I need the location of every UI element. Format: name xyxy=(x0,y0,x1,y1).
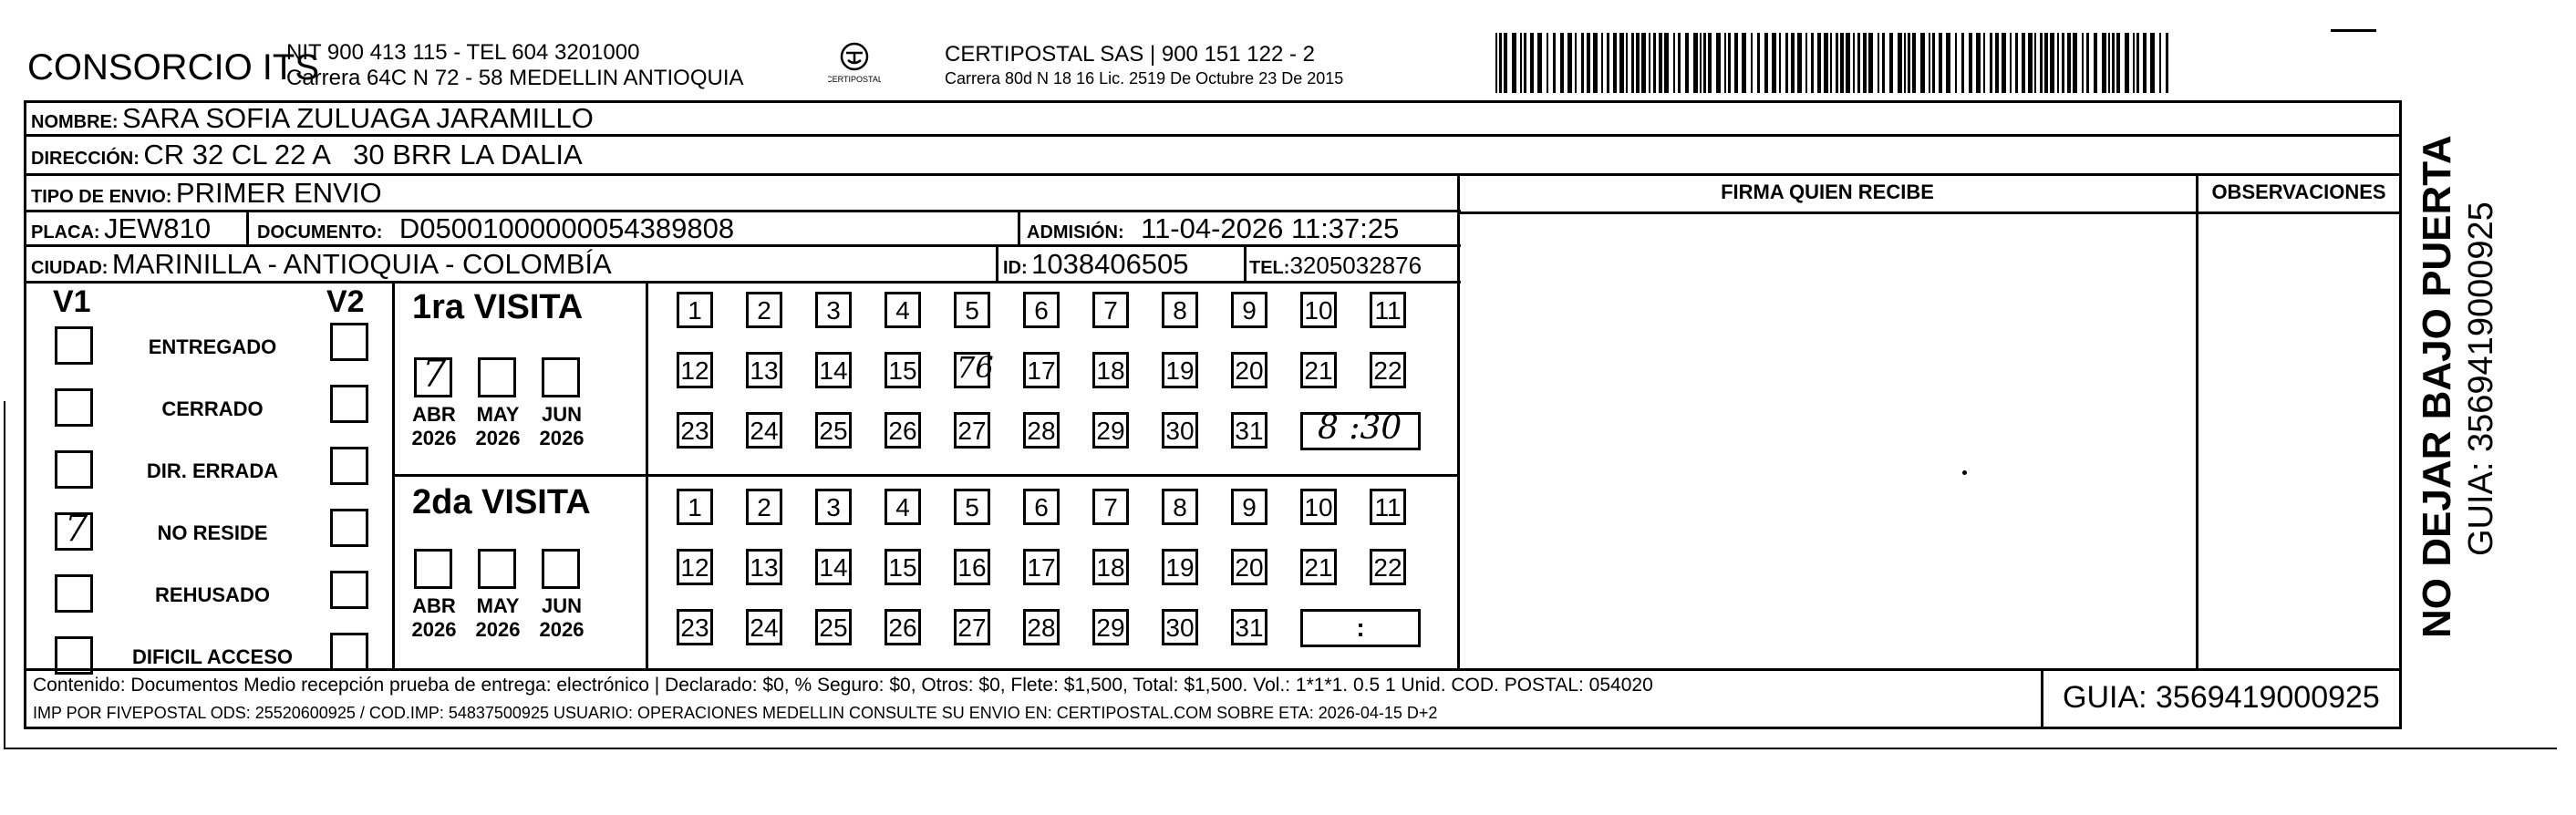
visit2-day-box[interactable]: 13 xyxy=(746,549,782,585)
visit2-time: : xyxy=(1356,614,1365,642)
visit2-day-box[interactable]: 19 xyxy=(1162,549,1198,585)
v2-label: V2 xyxy=(326,284,365,319)
visit1-day-box[interactable]: 2 xyxy=(746,292,782,328)
status-v2-checkbox[interactable] xyxy=(330,633,368,671)
footer-contents: Contenido: Documentos Medio recepción prueba de entrega: electrónico | Declarado: $0, % Seguro: $0, Otros: $0, Flete: $1,500, Total: $1,500. Vol.: 1*1*1. 0.5 1 Unid. COD. POSTAL: 054020 xyxy=(33,675,1653,696)
city-label: CIUDAD: xyxy=(31,258,109,278)
visit2-day-box[interactable]: 29 xyxy=(1092,609,1129,645)
visit1-day-box[interactable]: 21 xyxy=(1300,352,1337,388)
visit2-day-box[interactable]: 3 xyxy=(815,489,852,525)
visit1-year-label: 2026 xyxy=(539,427,585,449)
visit1-day-box[interactable]: 24 xyxy=(746,412,782,449)
visit2-day-box[interactable]: 4 xyxy=(885,489,921,525)
visit1-day-box[interactable]: 26 xyxy=(885,412,921,449)
visit1-day-box[interactable]: 13 xyxy=(746,352,782,388)
visit2-day-box[interactable]: 18 xyxy=(1092,549,1129,585)
handwritten-mark: 7 xyxy=(65,508,88,550)
visit2-day-box[interactable]: 17 xyxy=(1023,549,1060,585)
visit1-day-box[interactable]: 12 xyxy=(677,352,713,388)
status-v1-checkbox[interactable] xyxy=(55,574,93,613)
carrier-name: CERTIPOSTAL SAS | 900 151 122 - 2 xyxy=(945,42,1315,67)
visit1-day-box[interactable]: 1 xyxy=(677,292,713,328)
visit1-day-box[interactable]: 6 xyxy=(1023,292,1060,328)
document-number: D05001000000054389808 xyxy=(398,212,735,244)
visit1-day-box[interactable]: 29 xyxy=(1092,412,1129,449)
visit2-day-box[interactable]: 16 xyxy=(954,549,990,585)
visit1-day-box[interactable]: 31 xyxy=(1231,412,1267,449)
carrier-address: Carrera 80d N 18 16 Lic. 2519 De Octubre 23 De 2015 xyxy=(945,69,1344,88)
plate: JEW810 xyxy=(104,212,212,244)
document-label: DOCUMENTO: xyxy=(257,222,383,242)
company-name: CONSORCIO ITS xyxy=(27,47,320,88)
visit1-day-box[interactable]: 19 xyxy=(1162,352,1198,388)
visit2-day-box[interactable]: 2 xyxy=(746,489,782,525)
status-v2-checkbox[interactable] xyxy=(330,571,368,609)
visit2-day-box[interactable]: 6 xyxy=(1023,489,1060,525)
visit1-year-label: 2026 xyxy=(475,427,521,449)
status-v2-checkbox[interactable] xyxy=(330,323,368,361)
company-address: Carrera 64C N 72 - 58 MEDELLIN ANTIOQUIA xyxy=(286,66,744,90)
visit1-day-box[interactable]: 30 xyxy=(1162,412,1198,449)
status-v2-checkbox[interactable] xyxy=(330,509,368,547)
status-v2-checkbox[interactable] xyxy=(330,385,368,423)
handwritten-mark: 76 xyxy=(957,350,994,385)
visit2-day-box[interactable]: 8 xyxy=(1162,489,1198,525)
visit1-day-box[interactable]: 18 xyxy=(1092,352,1129,388)
visit2-year-label: 2026 xyxy=(539,618,585,641)
visit1-title: 1ra VISITA xyxy=(412,288,584,326)
status-option-label: REHUSADO xyxy=(155,583,270,606)
visit2-year-label: 2026 xyxy=(411,618,457,641)
visit2-day-box[interactable]: 25 xyxy=(815,609,852,645)
visit2-day-box[interactable]: 31 xyxy=(1231,609,1267,645)
status-option-label: DIR. ERRADA xyxy=(146,459,279,482)
plate-label: PLACA: xyxy=(31,222,100,242)
footer-guia: GUIA: 3569419000925 xyxy=(2063,680,2380,715)
observations-header: OBSERVACIONES xyxy=(2211,181,2386,203)
status-v2-checkbox[interactable] xyxy=(330,447,368,485)
visit1-month-label: MAY xyxy=(476,403,520,426)
send-type-label: TIPO DE ENVIO: xyxy=(31,187,172,207)
visit1-day-box[interactable]: 7 xyxy=(1092,292,1129,328)
status-option-label: NO RESIDE xyxy=(157,521,268,544)
admission-date: 11-04-2026 11:37:25 xyxy=(1141,212,1400,244)
visit2-time-box[interactable] xyxy=(1300,609,1421,647)
visit1-day-box[interactable]: 17 xyxy=(1023,352,1060,388)
status-v1-checkbox[interactable] xyxy=(55,508,93,551)
visit2-month-label: JUN xyxy=(541,594,582,617)
visit2-day-box[interactable]: 21 xyxy=(1300,549,1337,585)
barcode xyxy=(1495,33,2170,93)
scan-dot xyxy=(1962,470,1967,475)
status-v1-checkbox[interactable] xyxy=(55,450,93,489)
city: MARINILLA - ANTIOQUIA - COLOMBÍA xyxy=(111,248,612,280)
visit2-day-box[interactable]: 26 xyxy=(885,609,921,645)
visit2-day-box[interactable]: 11 xyxy=(1370,489,1406,525)
status-v1-checkbox[interactable] xyxy=(55,326,93,365)
visit1-day-box[interactable]: 28 xyxy=(1023,412,1060,449)
visit2-day-box[interactable]: 20 xyxy=(1231,549,1267,585)
visit1-day-box[interactable]: 11 xyxy=(1370,292,1406,328)
visit1-day-box[interactable]: 8 xyxy=(1162,292,1198,328)
visit2-day-box[interactable]: 5 xyxy=(954,489,990,525)
status-option-label: DIFICIL ACCESO xyxy=(131,645,293,668)
status-option-label: CERRADO xyxy=(161,397,264,420)
corner-mark xyxy=(2331,29,2376,32)
visit1-month-label: ABR xyxy=(412,403,456,426)
visit1-day-box[interactable]: 20 xyxy=(1231,352,1267,388)
status-option-label: ENTREGADO xyxy=(148,335,277,358)
visit2-month-label: MAY xyxy=(476,594,520,617)
certipostal-logo xyxy=(828,40,881,91)
visit1-month-checkbox[interactable] xyxy=(542,357,580,397)
visit1-month-checkbox[interactable] xyxy=(414,351,452,397)
signature-header: FIRMA QUIEN RECIBE xyxy=(1721,181,1934,203)
visit2-title: 2da VISITA xyxy=(412,483,591,521)
visit2-day-box[interactable]: 1 xyxy=(677,489,713,525)
visit1-day-box[interactable]: 5 xyxy=(954,292,990,328)
status-v1-checkbox[interactable] xyxy=(55,388,93,427)
visit2-day-box[interactable]: 30 xyxy=(1162,609,1198,645)
page-edge-left xyxy=(4,401,5,748)
visit2-day-box[interactable]: 7 xyxy=(1092,489,1129,525)
name-label: NOMBRE: xyxy=(31,112,119,132)
v1-label: V1 xyxy=(53,284,91,319)
visit2-day-box[interactable]: 15 xyxy=(885,549,921,585)
visit2-day-box[interactable]: 28 xyxy=(1023,609,1060,645)
visit1-time: 8 :30 xyxy=(1318,409,1402,447)
visit2-day-box[interactable]: 9 xyxy=(1231,489,1267,525)
footer-imp: IMP POR FIVEPOSTAL ODS: 25520600925 / COD.IMP: 54837500925 USUARIO: OPERACIONES MEDELLIN CONSULTE SU ENVIO EN: CERTIPOSTAL.COM SOBRE ETA: 2026-04-15 D+2 xyxy=(33,704,1438,722)
visit2-day-box[interactable]: 12 xyxy=(677,549,713,585)
visit2-month-label: ABR xyxy=(412,594,456,617)
visit2-day-box[interactable]: 10 xyxy=(1300,489,1337,525)
visit1-time-box[interactable] xyxy=(1300,409,1421,450)
visit1-day-box[interactable] xyxy=(954,350,994,388)
visit1-day-box[interactable]: 10 xyxy=(1300,292,1337,328)
send-type: PRIMER ENVIO xyxy=(175,177,382,209)
visit2-month-checkbox[interactable] xyxy=(478,549,516,589)
side-guia: GUIA: 3569419000925 xyxy=(2462,201,2500,556)
visit1-day-box[interactable]: 22 xyxy=(1370,352,1406,388)
visit2-month-checkbox[interactable] xyxy=(414,549,452,589)
tel-label: TEL: xyxy=(1249,258,1290,278)
visit2-year-label: 2026 xyxy=(475,618,521,641)
visit2-day-box[interactable]: 27 xyxy=(954,609,990,645)
id-label: ID: xyxy=(1003,258,1028,278)
handwritten-mark: 7 xyxy=(422,351,447,396)
visit1-month-label: JUN xyxy=(541,403,582,426)
no-dejar-bajo-puerta: NO DEJAR BAJO PUERTA xyxy=(2415,135,2459,638)
visit1-day-box[interactable]: 15 xyxy=(885,352,921,388)
admission-label: ADMISIÓN: xyxy=(1027,222,1124,242)
visit2-day-box[interactable]: 22 xyxy=(1370,549,1406,585)
visit2-day-box[interactable]: 24 xyxy=(746,609,782,645)
visit1-day-box[interactable]: 4 xyxy=(885,292,921,328)
visit1-year-label: 2026 xyxy=(411,427,457,449)
company-nit: NIT 900 413 115 - TEL 604 3201000 xyxy=(286,40,640,65)
visit2-day-box[interactable]: 14 xyxy=(815,549,852,585)
recipient-address: CR 32 CL 22 A 30 BRR LA DALIA xyxy=(143,139,583,170)
address-label: DIRECCIÓN: xyxy=(31,149,140,169)
visit2-month-checkbox[interactable] xyxy=(542,549,580,589)
status-v1-checkbox[interactable] xyxy=(55,636,93,675)
visit1-month-checkbox[interactable] xyxy=(478,357,516,397)
tel: 3205032876 xyxy=(1289,252,1422,279)
visit1-day-box[interactable]: 27 xyxy=(954,412,990,449)
visit2-day-box[interactable]: 23 xyxy=(677,609,713,645)
visit1-day-box[interactable]: 23 xyxy=(677,412,713,449)
visit1-day-box[interactable]: 9 xyxy=(1231,292,1267,328)
page-edge-bottom xyxy=(4,748,2557,749)
visit1-day-box[interactable]: 25 xyxy=(815,412,852,449)
visit1-day-box[interactable]: 14 xyxy=(815,352,852,388)
visit1-day-box[interactable]: 3 xyxy=(815,292,852,328)
id-number: 1038406505 xyxy=(1031,248,1189,280)
logo-text: CERTIPOSTAL xyxy=(828,75,881,84)
recipient-name: SARA SOFIA ZULUAGA JARAMILLO xyxy=(122,102,594,134)
